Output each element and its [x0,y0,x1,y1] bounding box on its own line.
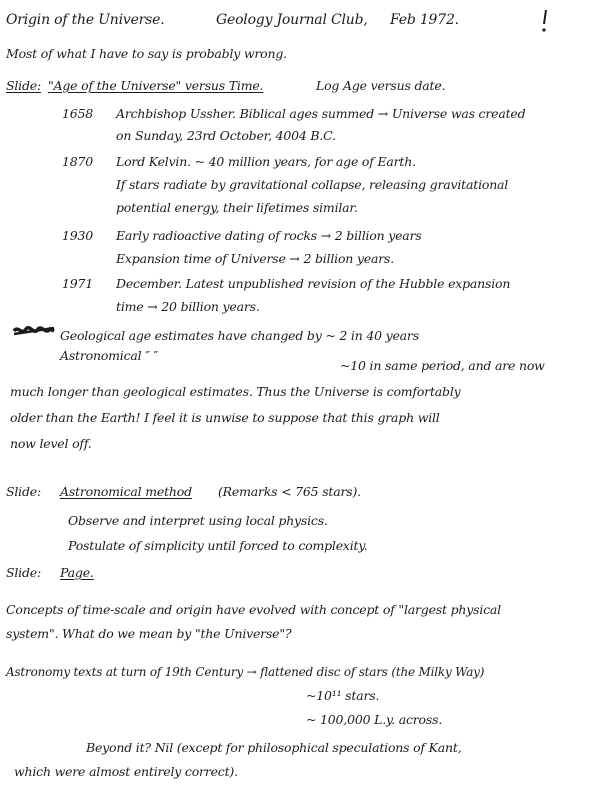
slide-title-age: "Age of the Universe" versus Time. [48,78,264,93]
timeline-year-1971: 1971 [62,276,94,291]
timeline-text: Expansion time of Universe → 2 billion years. [116,251,395,266]
slide-title-method: Astronomical method [60,484,192,499]
margin-tick-mark [538,8,552,34]
estimate-astronomical: Astronomical ″ ″ [60,348,158,363]
method-point: Observe and interpret using local physics. [68,513,328,528]
timeline-text: December. Latest unpublished revision of the Hubble expansion [116,276,511,291]
timeline-year-1870: 1870 [62,154,94,169]
timeline-year-1930: 1930 [62,228,94,243]
slide-label-page: Slide: [6,565,41,580]
slide-note-age: Log Age versus date. [316,78,446,93]
slide-title-page: Page. [60,565,94,580]
estimate-astronomical-tail: ~10 in same period, and are now [340,358,545,373]
estimate-paragraph-line: much longer than geological estimates. Thus the Universe is comfortably [10,384,461,399]
header-club: Geology Journal Club, [216,12,368,28]
timeline-text: If stars radiate by gravitational collapse, releasing gravitational [116,177,509,192]
header-date: Feb 1972. [390,12,459,28]
astronomy-line: Astronomy texts at turn of 19th Century → flattened disc of stars (the Milky Way) [6,665,485,679]
astronomy-last: which were almost entirely correct). [14,764,238,779]
estimate-paragraph-line: older than the Earth! I feel it is unwise to suppose that this graph will [10,410,440,425]
slide-label-method: Slide: [6,484,41,499]
estimate-paragraph-line: now level off. [10,436,92,451]
timeline-text: time → 20 billion years. [116,299,260,314]
timeline-text: Archbishop Ussher. Biblical ages summed → Universe was created [116,106,526,121]
timeline-text: on Sunday, 23rd October, 4004 B.C. [116,128,336,143]
timeline-text: Lord Kelvin. ~ 40 million years, for age of Earth. [116,154,416,169]
crossed-out-scribble [12,322,56,340]
astronomy-across: ~ 100,000 L.y. across. [306,712,443,727]
estimate-geological: Geological age estimates have changed by ~ 2 in 40 years [60,328,419,343]
timeline-text: Early radioactive dating of rocks → 2 billion years [116,228,422,243]
concept-line: system". What do we mean by "the Universe"? [6,626,292,641]
concept-line: Concepts of time-scale and origin have evolved with concept of "largest physical [6,602,501,617]
method-point: Postulate of simplicity until forced to complexity. [68,538,368,553]
slide-label-age: Slide: [6,78,41,93]
intro-line: Most of what I have to say is probably wrong. [6,46,287,61]
header-title: Origin of the Universe. [6,12,165,28]
astronomy-beyond: Beyond it? Nil (except for philosophical speculations of Kant, [86,740,462,755]
timeline-year-1658: 1658 [62,106,94,121]
astronomy-stars: ~10¹¹ stars. [306,688,380,703]
timeline-text: potential energy, their lifetimes similar. [116,200,358,215]
slide-note-method: (Remarks < 765 stars). [218,484,361,499]
